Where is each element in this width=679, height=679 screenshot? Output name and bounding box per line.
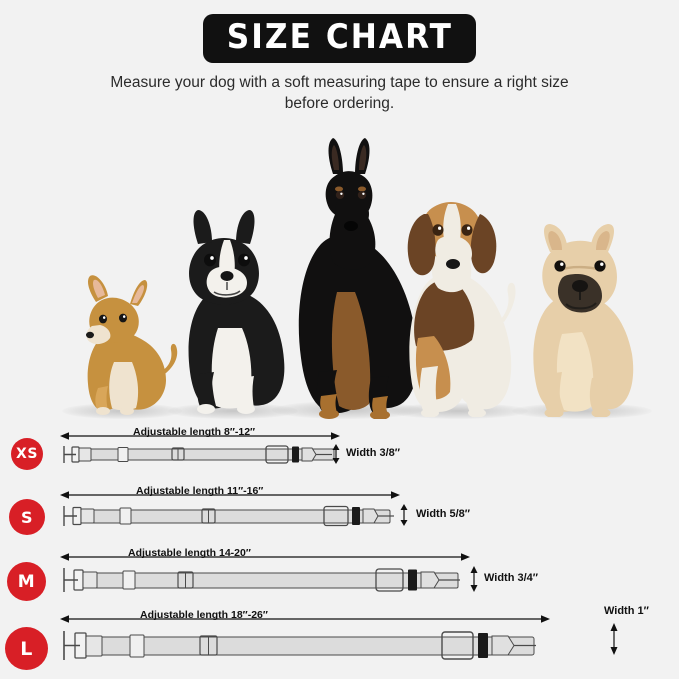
size-row-s [0,480,679,536]
collar-xs [60,442,340,468]
length-arrow-xs [60,430,340,442]
length-arrow-s [60,489,400,501]
length-arrow-m [60,551,470,563]
size-row-l [0,605,679,669]
collar-m [60,564,490,598]
width-label-l: Width 1″ [604,605,649,617]
collar-s [60,502,410,532]
length-label-l: Adjustable length 18″-26″ [140,609,268,621]
width-label-s: Width 5/8″ [416,508,471,520]
size-row-m [0,542,679,600]
width-arrow-l [608,623,620,655]
width-arrow-s [398,504,410,526]
collar-l [60,627,580,667]
size-badge-m: M [7,562,46,601]
dog-french-bulldog [512,222,652,417]
size-badge-xs: XS [11,438,43,470]
dog-chihuahua [62,272,187,417]
length-arrow-l [60,613,550,625]
width-label-xs: Width 3/8″ [346,447,401,459]
dog-illustrations [0,121,679,421]
size-badge-s: S [9,499,45,535]
length-label-m: Adjustable length 14-20″ [128,547,251,559]
header [0,0,679,115]
width-label-m: Width 3/4″ [484,572,539,584]
size-badge-l: L [5,627,48,670]
size-row-xs [0,420,679,472]
size-rows [0,420,679,675]
dog-beagle [388,172,528,417]
width-arrow-xs [330,444,342,464]
length-label-xs: Adjustable length 8″-12″ [133,426,256,438]
page-title: SIZE CHART [226,17,453,57]
title-plate [203,14,477,63]
length-label-s: Adjustable length 11″-16″ [136,485,264,497]
subtitle: Measure your dog with a soft measuring tape to ensure a right size before ordering. [110,74,569,112]
width-arrow-m [468,566,480,592]
